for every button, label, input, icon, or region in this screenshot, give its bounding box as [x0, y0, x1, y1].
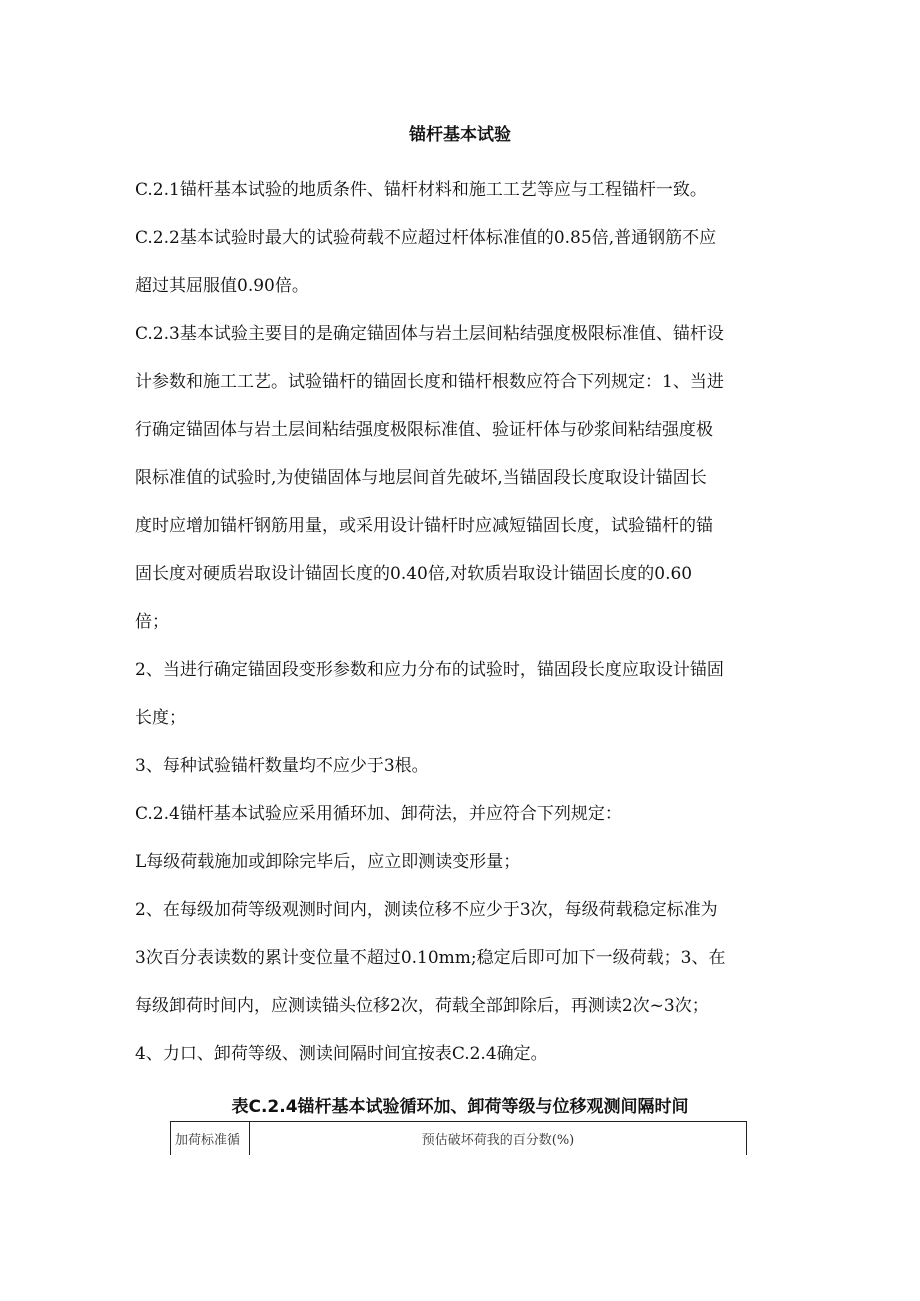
table-title: 表C.2.4锚杆基本试验循环加、卸荷等级与位移观测间隔时间 — [231, 1097, 689, 1117]
paragraph-line: 3次百分表读数的累计变位量不超过0.10mm;稳定后即可加下一级荷载；3、在 — [135, 948, 726, 968]
table-header-cell-left: 加荷标准循 — [171, 1122, 250, 1155]
paragraph-line: L每级荷载施加或卸除完毕后，应立即测读变形量； — [135, 852, 521, 872]
paragraph-line: 度时应增加锚杆钢筋用量，或采用设计锚杆时应减短锚固长度，试验锚杆的锚 — [135, 516, 713, 536]
paragraph-line: 固长度对硬质岩取设计锚固长度的0.40倍,对软质岩取设计锚固长度的0.60 — [135, 564, 693, 584]
paragraph-line: 每级卸荷时间内，应测读锚头位移2次，荷载全部卸除后，再测读2次~3次； — [135, 996, 709, 1016]
paragraph-line: 2、当进行确定锚固段变形参数和应力分布的试验时，锚固段长度应取设计锚固 — [135, 660, 724, 680]
paragraph-line: 超过其屈服值0.90倍。 — [135, 276, 309, 296]
page-title: 锚杆基本试验 — [409, 125, 511, 145]
paragraph-line: 限标准值的试验时,为使锚固体与地层间首先破坏,当锚固段长度取设计锚固长 — [135, 468, 707, 488]
paragraph-line: C.2.2基本试验时最大的试验荷载不应超过杆体标准值的0.85倍,普通钢筋不应 — [135, 228, 717, 248]
paragraph-line: 计参数和施工工艺。试验锚杆的锚固长度和锚杆根数应符合下列规定：1、当进 — [135, 372, 724, 392]
paragraph-line: C.2.4锚杆基本试验应采用循环加、卸荷法，并应符合下列规定： — [135, 804, 622, 824]
paragraph-line: C.2.3基本试验主要目的是确定锚固体与岩土层间粘结强度极限标准值、锚杆设 — [135, 324, 724, 344]
paragraph-line: 3、每种试验锚杆数量均不应少于3根。 — [135, 756, 429, 776]
paragraph-line: 4、力口、卸荷等级、测读间隔时间宜按表C.2.4确定。 — [135, 1044, 548, 1064]
paragraph-line: 倍； — [135, 612, 169, 632]
paragraph-line: 长度； — [135, 708, 186, 728]
paragraph-line: 2、在每级加荷等级观测时间内，测读位移不应少于3次，每级荷载稳定标准为 — [135, 900, 718, 920]
table-header-cell-right: 预估破坏荷我的百分数(%) — [421, 1133, 575, 1148]
paragraph-line: C.2.1锚杆基本试验的地质条件、锚杆材料和施工工艺等应与工程锚杆一致。 — [135, 180, 707, 200]
data-table — [170, 1121, 747, 1155]
document-body — [135, 166, 785, 1078]
paragraph-line: 行确定锚固体与岩土层间粘结强度极限标准值、验证杆体与砂浆间粘结强度极 — [135, 420, 713, 440]
